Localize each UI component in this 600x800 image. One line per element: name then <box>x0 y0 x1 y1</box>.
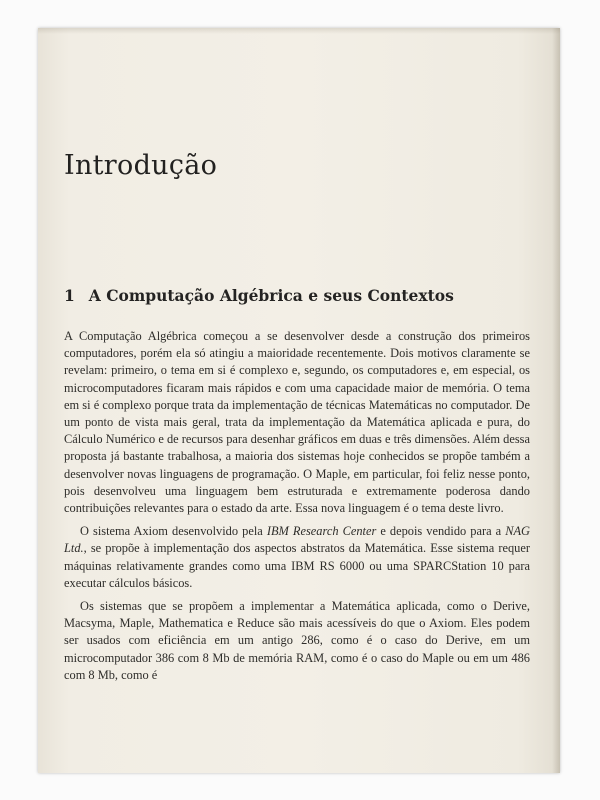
section-heading <box>64 286 454 305</box>
chapter-title: Introdução <box>64 150 218 181</box>
paragraph-2 <box>64 523 530 592</box>
section-title: A Computação Algébrica e seus Contextos <box>88 286 454 305</box>
paragraph-1: A Computação Algébrica começou a se desenvolver desde a construção dos primeiros computadores, porém ela só atingiu a maioridade recentemente. Dois motivos claramente se revelam: primeiro, o tema em si é complexo e, segundo, os computadores e, em especial, os microcomputadores ficaram mais rápidos e com uma capacidade maior de memória. O tema em si é complexo porque trata da implementação de técnicas Matemáticas no computador. De um ponto de vista mais geral, trata da implementação da Matemática aplicada e pura, do Cálculo Numérico e de recursos para desenhar gráficos em duas e três dimensões. Além dessa proposta já bastante trabalhosa, a maioria dos sistemas hoje conhecidos se propõe também a desenvolver novas linguagens de programação. O Maple, em particular, foi feliz nesse ponto, pois desenvolveu uma linguagem bem estruturada e extremamente poderosa dando contribuições relevantes para o estado da arte. Essa nova linguagem é o tema deste livro. <box>64 329 530 516</box>
paragraph-2-part-3: , se propõe à implementação dos aspectos abstratos da Matemática. Esse sistema requer máquinas relativamente grandes como uma IBM RS 6000 ou uma SPARCStation 10 para executar cálculos básicos. <box>64 541 530 590</box>
paragraph-3: Os sistemas que se propõem a implementar a Matemática aplicada, como o Derive, Macsyma, Maple, Mathematica e Reduce são mais acessíveis do que o Axiom. Eles podem ser usados com eficiência em um antigo 286, como é o caso do Derive, em um microcomputador 386 com 8 Mb de memória RAM, como é o caso do Maple ou em um 486 com 8 Mb, como é <box>64 599 530 682</box>
page-shadow-right <box>552 28 560 773</box>
paragraph-2-part-2: e depois vendido para a <box>376 524 506 539</box>
section-number: 1 <box>64 286 75 305</box>
paragraph-2-org-nag: NAG Ltd. <box>64 524 530 556</box>
body-text <box>64 328 530 690</box>
page-shadow-top <box>38 28 560 34</box>
paragraph-2-part-1: O sistema Axiom desenvolvido pela <box>80 524 267 539</box>
paragraph-2-org-ibm: IBM Research Center <box>266 524 377 539</box>
book-page <box>38 28 560 773</box>
